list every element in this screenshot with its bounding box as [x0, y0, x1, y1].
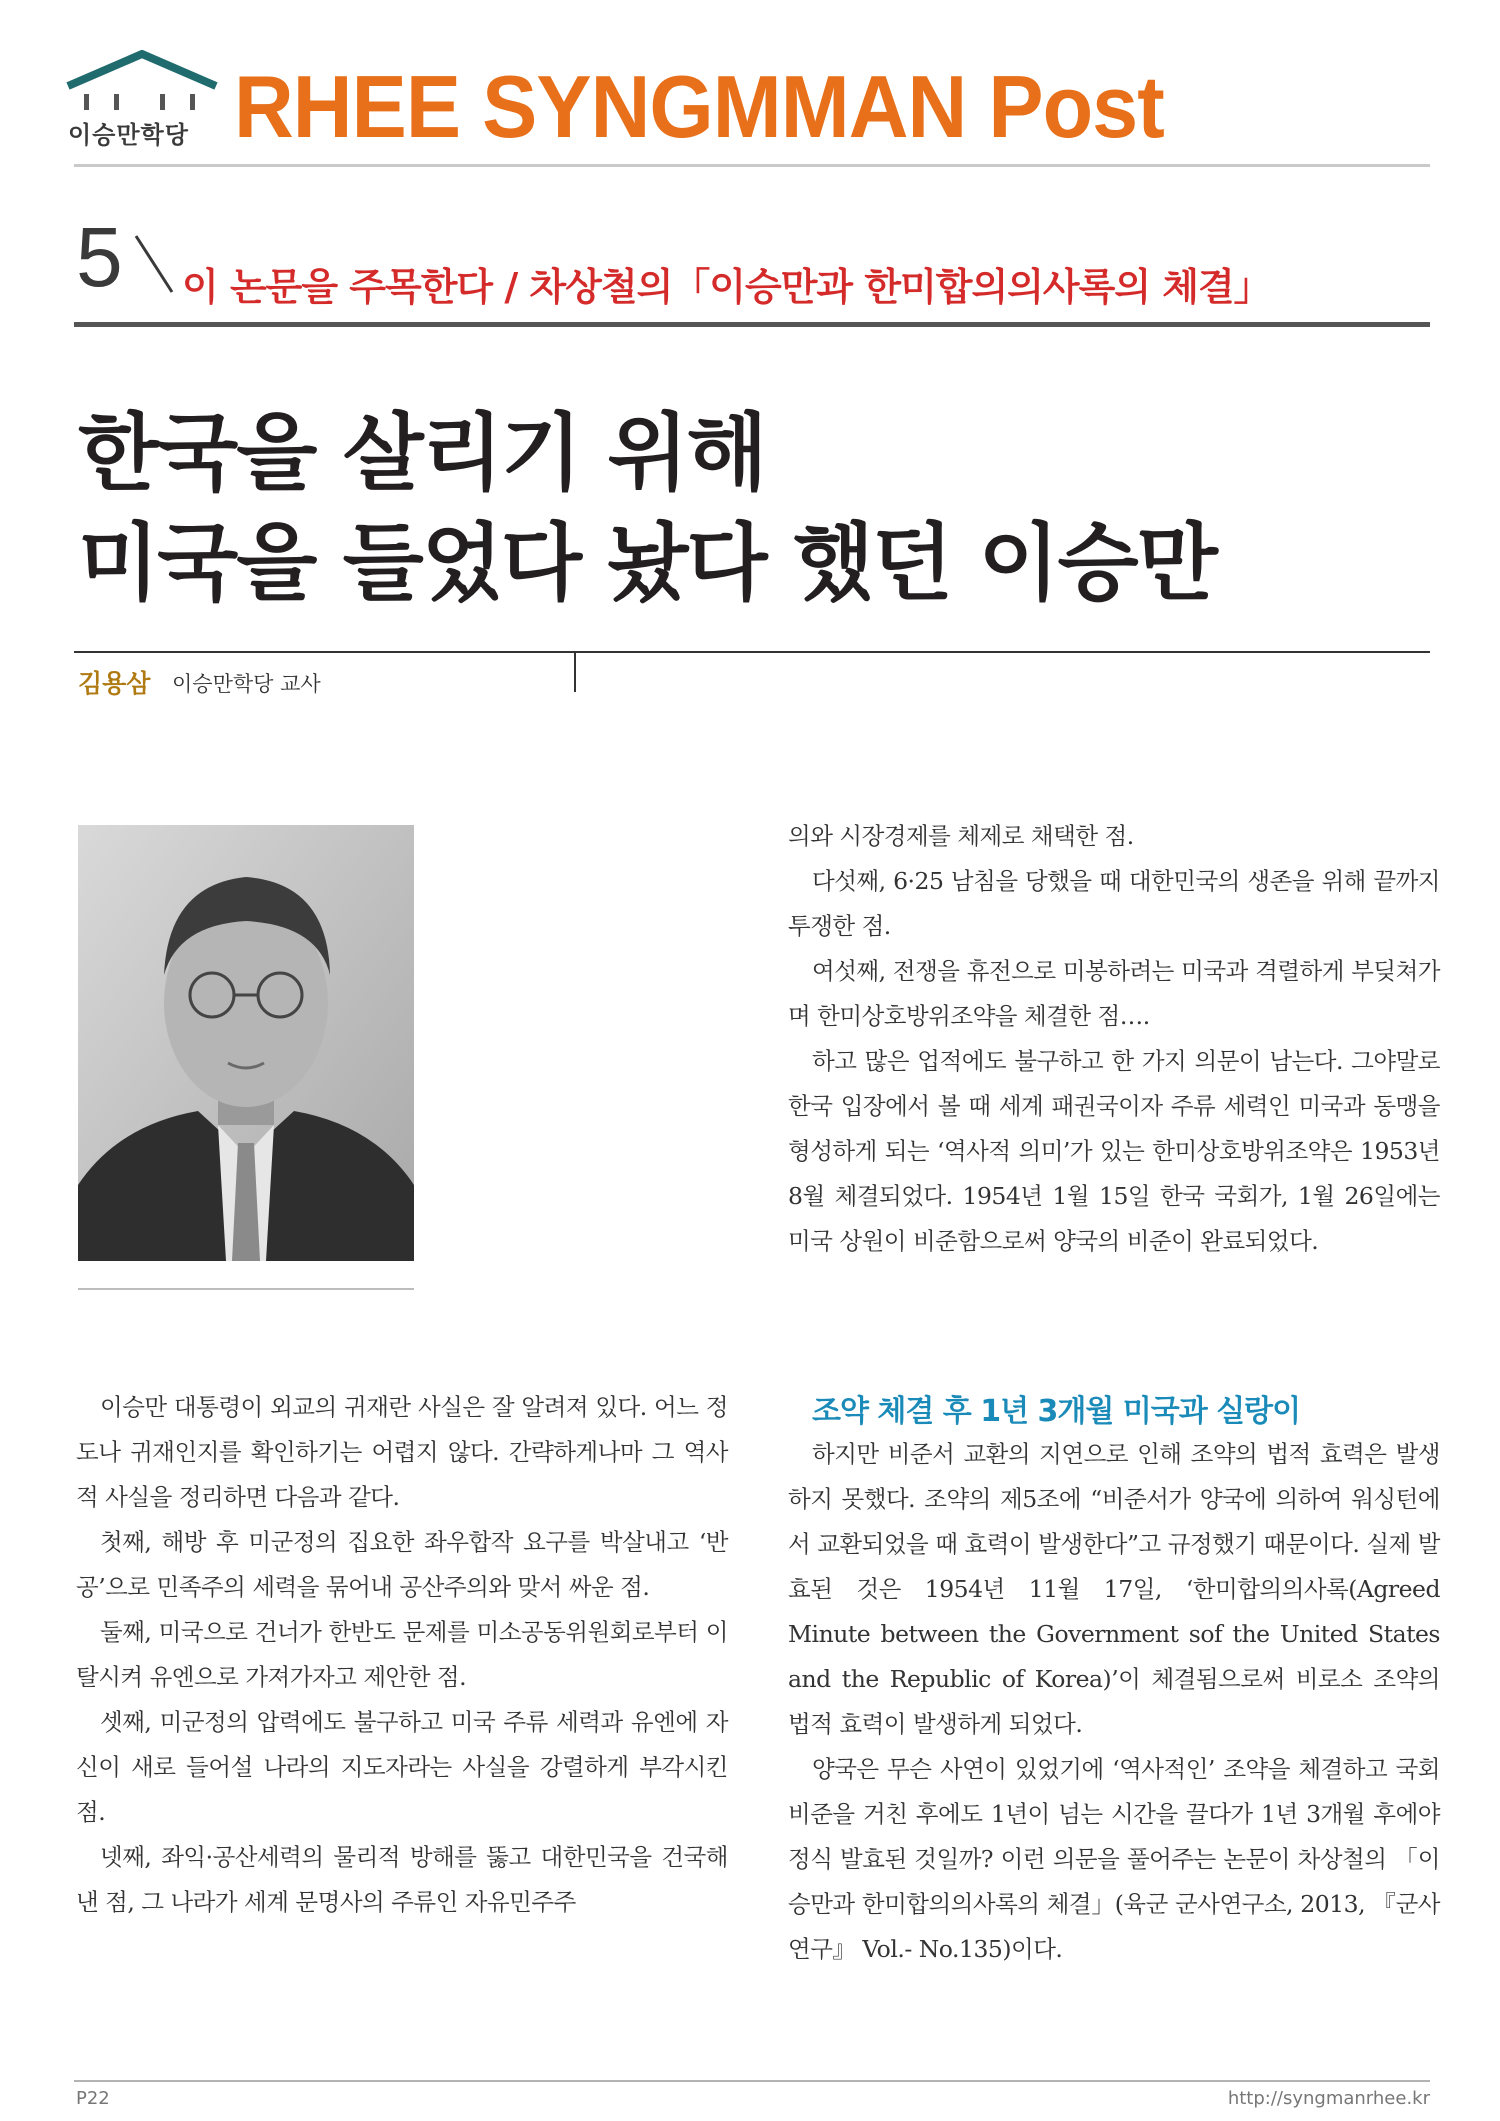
author-photo	[78, 825, 414, 1261]
author-role: 이승만학당 교사	[172, 672, 321, 696]
article-column-right-top	[788, 814, 1440, 1264]
photo-divider	[78, 1288, 414, 1290]
body-paragraph: 하고 많은 업적에도 불구하고 한 가지 의문이 남는다. 그야말로 한국 입장에서 볼 때 세계 패권국이자 주류 세력인 미국과 동맹을 형성하게 되는 ‘역사적 의미’가 있는 한미상호방위조약은 1953년 8월 체결되었다. 1954년 1월 15일 한국 국회가, 1월 26일에는 미국 상원이 비준함으로써 양국의 비준이 완료되었다.	[788, 1047, 1440, 1255]
article-column-left	[76, 1385, 728, 1925]
body-paragraph: 첫째, 해방 후 미군정의 집요한 좌우합작 요구를 박살내고 ‘반공’으로 민족주의 세력을 묶어내 공산주의와 맞서 싸운 점.	[76, 1528, 728, 1601]
logo-house-icon	[62, 50, 222, 120]
portrait-image	[78, 825, 414, 1261]
article-title-line-2: 미국을 들었다 놨다 했던 이승만	[78, 514, 1216, 612]
author-divider	[574, 652, 576, 692]
body-paragraph: 넷째, 좌익·공산세력의 물리적 방해를 뚫고 대한민국을 건국해 낸 점, 그 나라가 세계 문명사의 주류인 자유민주주	[76, 1843, 728, 1916]
article-column-right-bottom	[788, 1432, 1440, 1972]
body-paragraph: 다섯째, 6·25 남침을 당했을 때 대한민국의 생존을 위해 끝까지 투쟁한 점.	[788, 867, 1440, 940]
section-subheading: 조약 체결 후 1년 3개월 미국과 실랑이	[812, 1394, 1301, 1429]
body-paragraph: 둘째, 미국으로 건너가 한반도 문제를 미소공동위원회로부터 이탈시켜 유엔으로 가져가자고 제안한 점.	[76, 1618, 728, 1691]
body-paragraph: 의와 시장경제를 체제로 채택한 점.	[788, 822, 1134, 850]
page-number: P22	[76, 2088, 110, 2109]
section-subtitle: 이 논문을 주목한다 / 차상철의「이승만과 한미합의의사록의 체결」	[182, 265, 1271, 309]
section-number: 5	[76, 210, 123, 304]
title-divider	[74, 651, 1430, 653]
masthead-divider	[74, 164, 1430, 167]
footer-divider	[74, 2080, 1430, 2082]
masthead-title: RHEE SYNGMMAN Post	[234, 57, 1164, 156]
body-paragraph: 셋째, 미군정의 압력에도 불구하고 미국 주류 세력과 유엔에 자신이 새로 들어설 나라의 지도자라는 사실을 강렬하게 부각시킨 점.	[76, 1708, 728, 1826]
author-name: 김용삼	[78, 669, 151, 698]
body-paragraph: 이승만 대통령이 외교의 귀재란 사실은 잘 알려져 있다. 어느 정도나 귀재인지를 확인하기는 어렵지 않다. 간략하게나마 그 역사적 사실을 정리하면 다음과 같다.	[76, 1393, 728, 1511]
section-divider	[74, 322, 1430, 327]
backslash-ornament-icon	[132, 234, 176, 294]
body-paragraph: 양국은 무슨 사연이 있었기에 ‘역사적인’ 조약을 체결하고 국회 비준을 거친 후에도 1년이 넘는 시간을 끌다가 1년 3개월 후에야 정식 발효된 것일까? 이런 의문을 풀어주는 논문이 차상철의 「이승만과 한미합의의사록의 체결」(육군 군사연구소, 2013, 『군사연구』 Vol.- No.135)이다.	[788, 1755, 1440, 1963]
body-paragraph: 여섯째, 전쟁을 휴전으로 미봉하려는 미국과 격렬하게 부딪쳐가며 한미상호방위조약을 체결한 점….	[788, 957, 1440, 1030]
logo-text: 이승만학당	[68, 121, 189, 149]
article-title-line-1: 한국을 살리기 위해	[78, 404, 766, 502]
body-paragraph: 하지만 비준서 교환의 지연으로 인해 조약의 법적 효력은 발생하지 못했다. 조약의 제5조에 “비준서가 양국에 의하여 워싱턴에서 교환되었을 때 효력이 발생한다”고 규정했기 때문이다. 실제 발효된 것은 1954년 11월 17일, ‘한미합의의사록(Agreed Minute between the Government sof the United States and the Republic of Korea)’이 체결됨으로써 비로소 조약의 법적 효력이 발생하게 되었다.	[788, 1440, 1440, 1738]
site-url-link[interactable]: http://syngmanrhee.kr	[1227, 2088, 1430, 2109]
